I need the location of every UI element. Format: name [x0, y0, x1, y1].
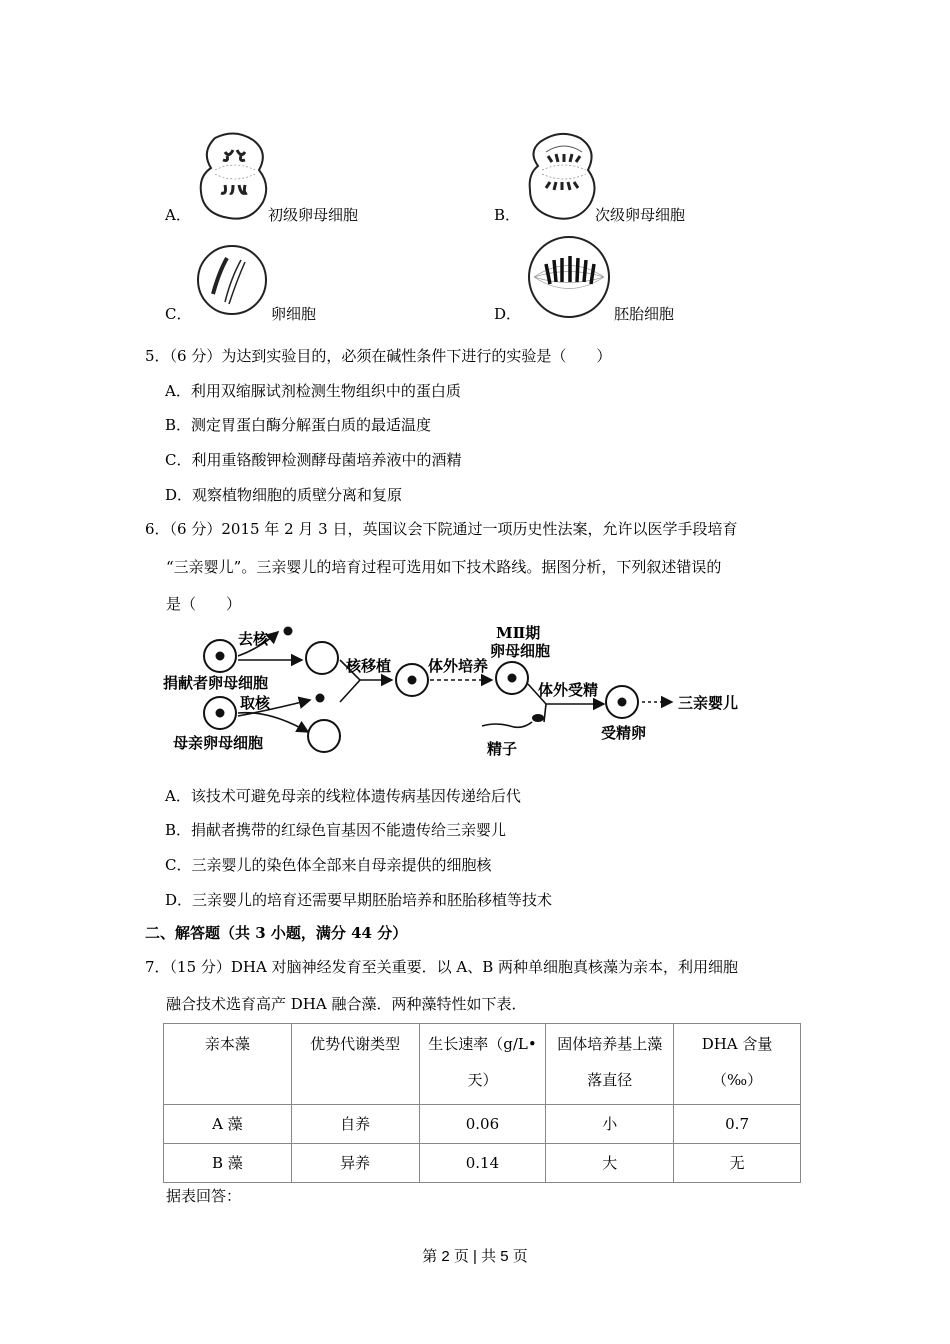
table-cell: 0.06	[419, 1105, 546, 1144]
table-cell: 大	[546, 1144, 674, 1183]
q7-after-table: 据表回答：	[166, 1187, 242, 1205]
table-cell: 自养	[291, 1105, 419, 1144]
table-header-cell: 优势代谢类型	[291, 1024, 419, 1105]
table-cell: 0.7	[674, 1105, 801, 1144]
q6-option-c: C．三亲婴儿的染色体全部来自母亲提供的细胞核	[165, 856, 492, 874]
table-cell: 无	[674, 1144, 801, 1183]
diagram-label-sperm: 精子	[487, 740, 518, 758]
q6-stem-line1: 6．（6 分）2015 年 2 月 3 日，英国议会下院通过一项历史性法案，允许以医学手段培育	[145, 520, 738, 538]
q5-option-a: A．利用双缩脲试剂检测生物组织中的蛋白质	[165, 382, 461, 400]
q6-stem-line2: “三亲婴儿”。三亲婴儿的培育过程可选用如下技术路线。据图分析，下列叙述错误的	[166, 558, 722, 576]
option-b-letter: B．	[494, 206, 521, 224]
table-row	[164, 1144, 801, 1183]
q7-stem-line2: 融合技术选育高产 DHA 融合藻．两种藻特性如下表．	[166, 995, 527, 1013]
table-header-cell: 亲本藻	[164, 1024, 292, 1105]
q5-option-c: C．利用重铬酸钾检测酵母菌培养液中的酒精	[165, 451, 462, 469]
diagram-label-qu-he-2: 取核	[240, 694, 271, 712]
table-header-cell: 生长速率（g/L• 天）	[419, 1024, 546, 1105]
option-d-label: 胚胎细胞	[614, 305, 675, 323]
table-header-cell: DHA 含量 （‰）	[674, 1024, 801, 1105]
option-a-label: 初级卵母细胞	[268, 206, 359, 224]
table-cell: 异养	[291, 1144, 419, 1183]
diagram-label-mother: 母亲卵母细胞	[173, 734, 264, 752]
table-cell: A 藻	[164, 1105, 292, 1144]
q6-option-b: B．捐献者携带的红绿色盲基因不能遗传给三亲婴儿	[165, 821, 507, 839]
option-d-letter: D．	[494, 305, 522, 323]
algae-properties-table	[163, 1023, 801, 1183]
table-cell: 小	[546, 1105, 674, 1144]
option-a-letter: A．	[165, 206, 191, 224]
table-cell: B 藻	[164, 1144, 292, 1183]
q7-stem-line1: 7．（15 分）DHA 对脑神经发育至关重要．以 A、B 两种单细胞真核藻为亲本，利用细胞	[145, 958, 739, 976]
table-header-row	[164, 1024, 801, 1105]
diagram-label-zygote: 受精卵	[601, 724, 647, 742]
diagram-label-mii-cell: 卵母细胞	[490, 642, 551, 660]
diagram-label-baby: 三亲婴儿	[678, 694, 739, 712]
q6-stem-line3: 是（ ）	[166, 595, 242, 613]
q5-option-b: B．测定胃蛋白酶分解蛋白质的最适温度	[165, 416, 432, 434]
table-row	[164, 1105, 801, 1144]
section-heading: 二、解答题（共 3 小题，满分 44 分）	[145, 924, 408, 942]
table-header-cell: 固体培养基上藻 落直径	[546, 1024, 674, 1105]
page-footer: 第 2 页 | 共 5 页	[422, 1248, 528, 1265]
cell-figure-d	[526, 234, 612, 320]
diagram-label-donor: 捐献者卵母细胞	[163, 674, 269, 692]
option-b-label: 次级卵母细胞	[595, 206, 686, 224]
q5-option-d: D．观察植物细胞的质壁分离和复原	[165, 486, 403, 504]
diagram-label-fertilize: 体外受精	[538, 681, 599, 699]
diagram-label-qu-he: 去核	[238, 630, 269, 648]
diagram-label-culture: 体外培养	[428, 657, 489, 675]
table-cell: 0.14	[419, 1144, 546, 1183]
option-c-letter: C．	[165, 305, 192, 323]
option-c-label: 卵细胞	[271, 305, 317, 323]
cell-figure-a	[195, 130, 273, 222]
cell-figure-b	[524, 130, 602, 222]
cell-figure-c	[195, 242, 273, 320]
q6-option-a: A．该技术可避免母亲的线粒体遗传病基因传递给后代	[165, 787, 521, 805]
q6-option-d: D．三亲婴儿的培育还需要早期胚胎培养和胚胎移植等技术	[165, 891, 553, 909]
diagram-label-transfer: 核移植	[346, 657, 392, 675]
q5-stem: 5．（6 分）为达到实验目的，必须在碱性条件下进行的实验是（ ）	[145, 347, 612, 365]
diagram-label-mii: MⅡ期	[496, 624, 541, 642]
